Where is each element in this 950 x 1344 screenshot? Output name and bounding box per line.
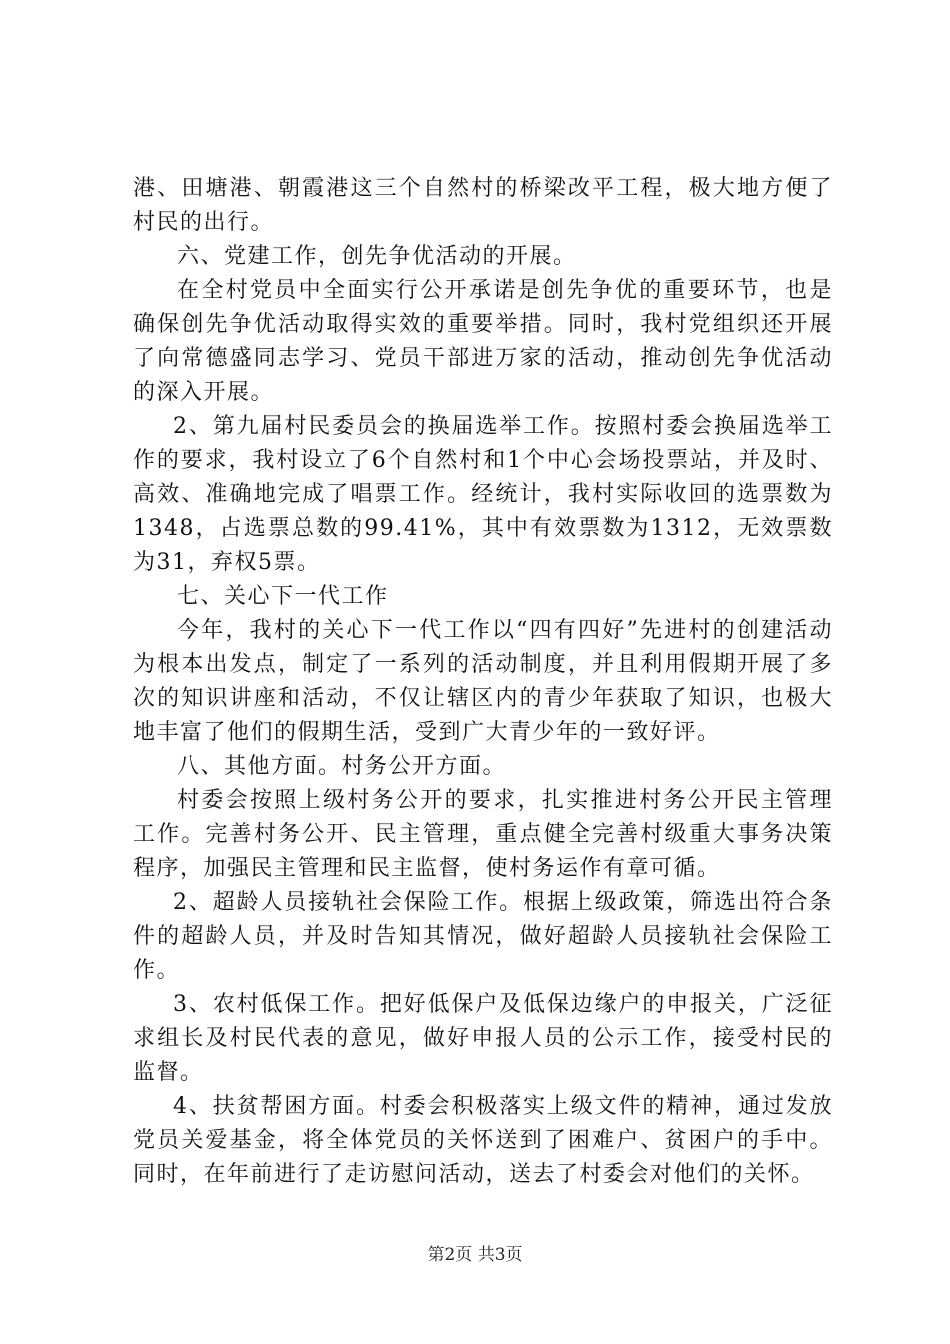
paragraph-village-affairs: 村委会按照上级村务公开的要求，扎实推进村务公开民主管理工作。完善村务公开、民主管理，重点健全完善村级重大事务决策程序，加强民主管理和民主监督，使村务运作有章可循。 [133, 788, 833, 881]
paragraph-public-commitment: 在全村党员中全面实行公开承诺是创先争优的重要环节，也是确保创先争优活动取得实效的重要举措。同时，我村党组织还开展了向常德盛同志学习、党员干部进万家的活动，推动创先争优活动的深入开展。 [133, 278, 833, 405]
page-number-footer: 第2页 共3页 [427, 1245, 523, 1265]
paragraph-poverty-relief: 4、扶贫帮困方面。村委会积极落实上级文件的精神，通过发放党员关爱基金，将全体党员的关怀送到了困难户、贫困户的手中。同时，在年前进行了走访慰问活动，送去了村委会对他们的关怀。 [133, 1094, 833, 1187]
section-heading-next-generation: 七、关心下一代工作 [177, 584, 389, 609]
document-body [133, 172, 833, 1192]
paragraph-next-generation: 今年，我村的关心下一代工作以“四有四好”先进村的创建活动为根本出发点，制定了一系列的活动制度，并且利用假期开展了多次的知识讲座和活动，不仅让辖区内的青少年获取了知识，也极大地丰富了他们的假期生活，受到广大青少年的一致好评。 [133, 618, 833, 745]
paragraph-bridge-project: 港、田塘港、朝霞港这三个自然村的桥梁改平工程，极大地方便了村民的出行。 [133, 176, 833, 235]
paragraph-low-income: 3、农村低保工作。把好低保户及低保边缘户的申报关，广泛征求组长及村民代表的意见，做好申报人员的公示工作，接受村民的监督。 [133, 992, 833, 1085]
paragraph-social-insurance: 2、超龄人员接轨社会保险工作。根据上级政策，筛选出符合条件的超龄人员，并及时告知其情况，做好超龄人员接轨社会保险工作。 [133, 890, 833, 983]
paragraph-election-work: 2、第九届村民委员会的换届选举工作。按照村委会换届选举工作的要求，我村设立了6个自然村和1个中心会场投票站，并及时、高效、准确地完成了唱票工作。经统计，我村实际收回的选票数为1348，占选票总数的99.41%，其中有效票数为1312，无效票数为31，弃权5票。 [133, 414, 833, 575]
section-heading-other-aspects: 八、其他方面。村务公开方面。 [177, 754, 507, 779]
section-heading-party-building: 六、党建工作，创先争优活动的开展。 [177, 244, 577, 269]
